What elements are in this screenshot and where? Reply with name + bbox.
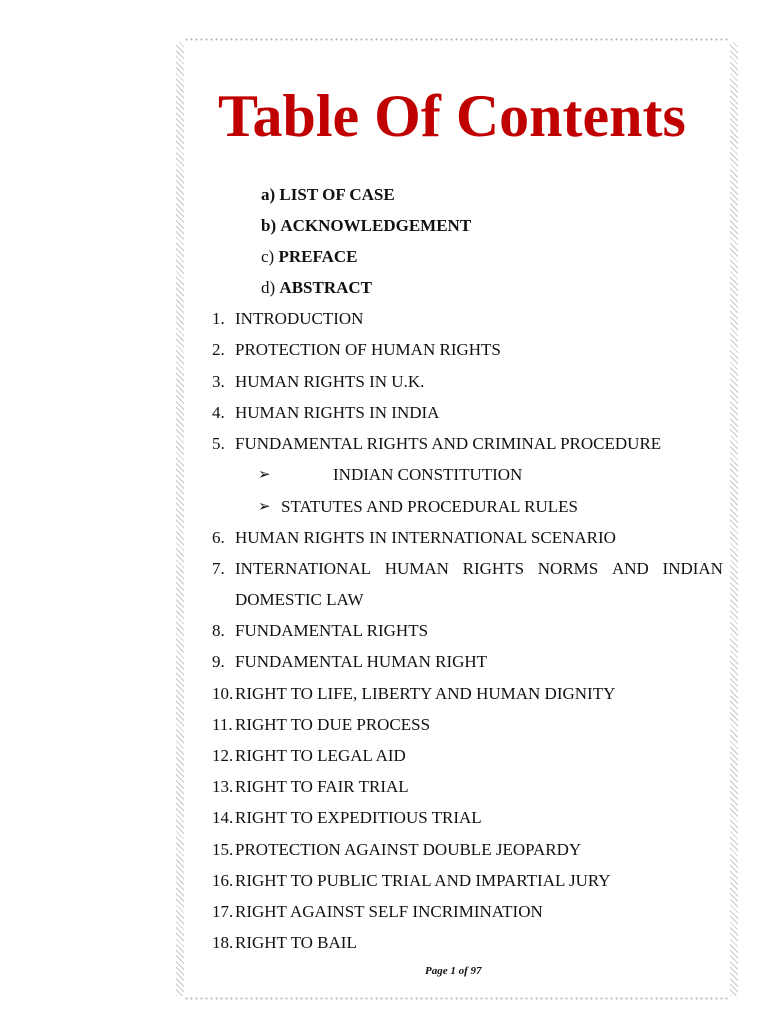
toc-chapter-number: 5. [212,434,225,453]
toc-chapter-number: 4. [212,403,225,422]
toc-chapter-number: 14. [212,808,234,827]
toc-word: AND [611,559,649,578]
toc-subitem-label: INDIAN CONSTITUTION [333,465,523,484]
toc-word: NORMS [537,559,599,578]
toc-chapter-label: RIGHT AGAINST SELF INCRIMINATION [235,902,543,921]
arrow-bullet-icon: ➢ [258,467,271,483]
toc-chapter-label: RIGHT TO EXPEDITIOUS TRIAL [235,808,482,827]
toc-chapter-label: RIGHT TO PUBLIC TRIAL AND IMPARTIAL JURY [235,871,611,890]
toc-word: RIGHTS [462,559,525,578]
toc-chapter-number: 6. [212,528,225,547]
arrow-bullet-icon: ➢ [258,499,271,515]
toc-chapter-number: 10. [212,684,234,703]
page-title: Table Of Contents [218,83,686,149]
toc-chapter-label: RIGHT TO LIFE, LIBERTY AND HUMAN DIGNITY [235,684,616,703]
toc-prelim-letter: b) [261,216,277,235]
toc-chapter-label: RIGHT TO FAIR TRIAL [235,777,409,796]
toc-prelim-letter: c) [261,247,275,266]
toc-chapter-label: INTRODUCTION [235,309,364,328]
toc-prelim-letter: a) [261,185,276,204]
toc-chapter-number: 15. [212,840,234,859]
toc-chapter-label [235,558,723,580]
toc-prelim-letter: d) [261,278,276,297]
toc-chapter-number: 7. [212,559,225,578]
toc-chapter-label: DOMESTIC LAW [235,590,364,609]
toc-prelim-label: PREFACE [278,247,358,266]
page-border-top [184,38,730,41]
toc-chapter-label: RIGHT TO DUE PROCESS [235,715,431,734]
toc-prelim-label: LIST OF CASE [279,185,395,204]
page-border-right [730,42,738,996]
toc-chapter-number: 1. [212,309,225,328]
toc-chapter-number: 18. [212,933,234,952]
toc-chapter-label: RIGHT TO BAIL [235,933,357,952]
toc-chapter-label: FUNDAMENTAL HUMAN RIGHT [235,652,488,671]
toc-chapter-number: 17. [212,902,234,921]
page-border-left [176,42,184,996]
toc-chapter-number: 11. [212,715,233,734]
toc-chapter-label: FUNDAMENTAL RIGHTS [235,621,429,640]
toc-chapter-label: PROTECTION OF HUMAN RIGHTS [235,340,501,359]
toc-chapter-label: HUMAN RIGHTS IN U.K. [235,372,425,391]
toc-chapter-number: 12. [212,746,234,765]
toc-word: INTERNATIONAL [235,559,371,578]
toc-chapter-number: 16. [212,871,234,890]
toc-chapter-label: FUNDAMENTAL RIGHTS AND CRIMINAL PROCEDURE [235,434,662,453]
toc-chapter-number: 13. [212,777,234,796]
page-border-bottom [184,997,730,1000]
toc-chapter-number: 9. [212,652,225,671]
toc-chapter-label: PROTECTION AGAINST DOUBLE JEOPARDY [235,840,582,859]
toc-word: INDIAN [662,559,723,578]
toc-prelim-label: ACKNOWLEDGEMENT [280,216,472,235]
toc-chapter-label: HUMAN RIGHTS IN INDIA [235,403,440,422]
toc-subitem-label: STATUTES AND PROCEDURAL RULES [281,497,578,516]
toc-prelim-label: ABSTRACT [279,278,373,297]
toc-chapter-number: 2. [212,340,225,359]
toc-chapter-number: 3. [212,372,225,391]
toc-word: HUMAN [384,559,449,578]
toc-chapter-label: RIGHT TO LEGAL AID [235,746,406,765]
page-number-footer: Page 1 of 97 [425,965,482,977]
toc-chapter-number: 8. [212,621,225,640]
toc-chapter-label: HUMAN RIGHTS IN INTERNATIONAL SCENARIO [235,528,616,547]
